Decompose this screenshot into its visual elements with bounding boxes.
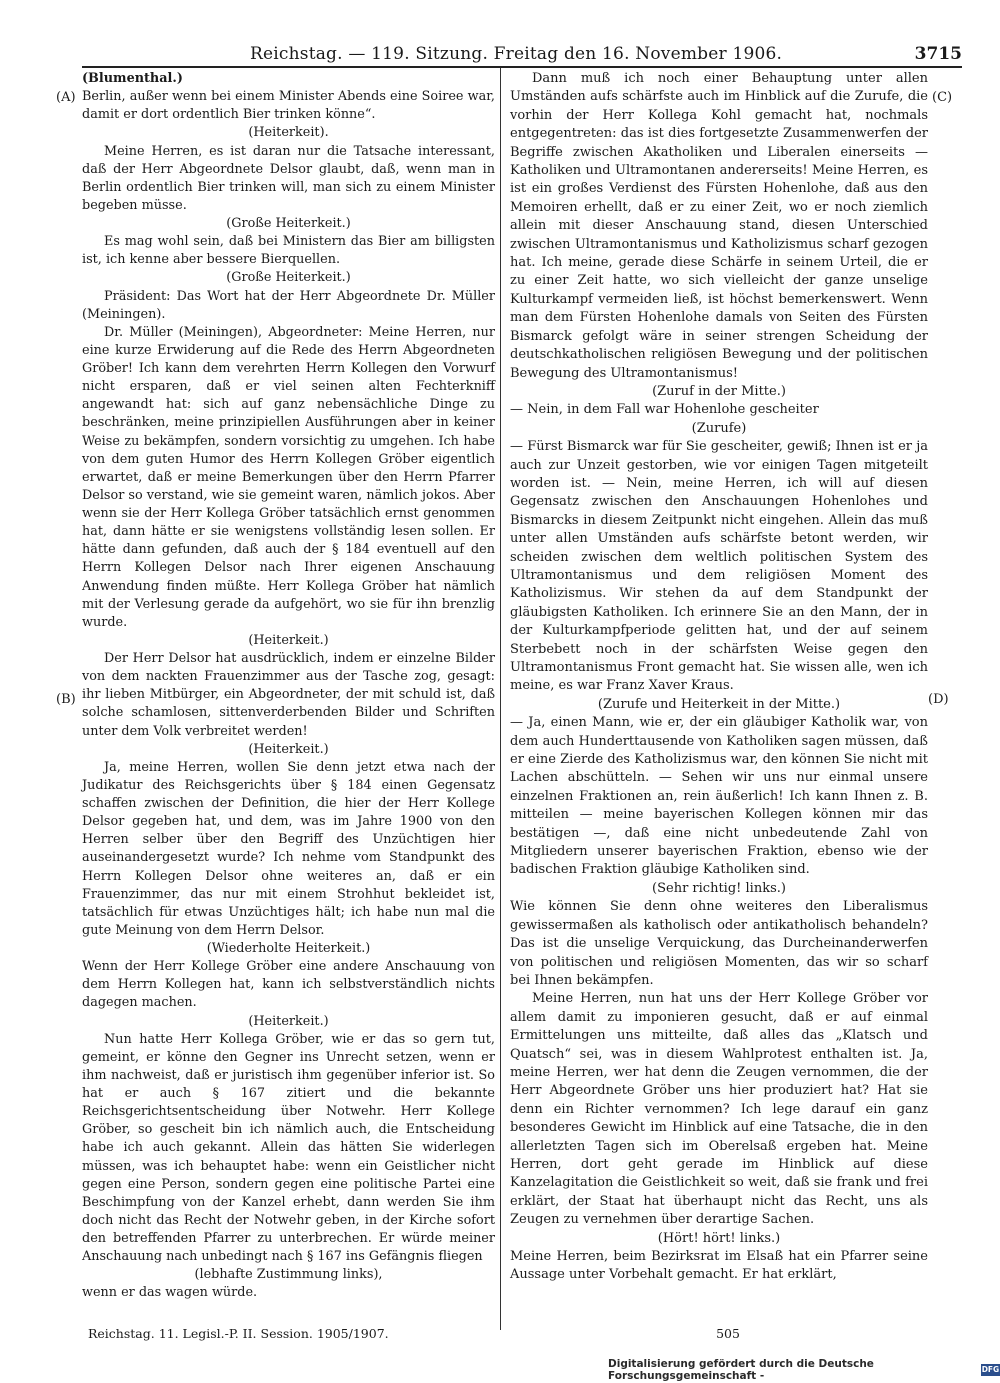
paragraph: (Sehr richtig! links.)	[652, 880, 786, 896]
paragraph: (Heiterkeit.)	[248, 1013, 329, 1029]
paragraph: — Fürst Bismarck war für Sie gescheiter, gewiß; Ihnen ist er ja auch zur Unzeit gestorben, wie vor einigen Tagen mitgeteilt worden ist. — Nein, meine Herren, ich will auf diesen Gegensatz zwischen den Anschauungen Hohenlohes und Bismarcks in diesem Zeitpunkt nicht eingehen. Allein das muß unter allen Umständen aufs schärfste betont werden, wir scheiden zwischen dem weltlich politischen System des Ultramontanismus und dem religiösen Moment des Katholizismus. Wir stehen da auf dem Standpunkt der gläubigsten Katholiken. Ich erinnere Sie an den Mann, der in der Kulturkampfperiode gelitten hat, und der auf seinem Sterbebett noch in der schärfsten Weise gegen den Ultramontanismus Front gemacht hat. Sie wissen alle, wen ich meine, es war Franz Xaver Kraus.	[510, 439, 928, 694]
paragraph: Wenn der Herr Kollege Gröber eine andere Anschauung von dem Herrn Kollegen hat, kann ich selbstverständlich nichts dagegen machen.	[82, 959, 495, 1011]
paragraph: (Zurufe und Heiterkeit in der Mitte.)	[597, 696, 841, 712]
paragraph: (lebhafte Zustimmung links),	[194, 1267, 383, 1283]
footer-sheet-number: 505	[716, 1326, 740, 1341]
paragraph: (Wiederholte Heiterkeit.)	[206, 941, 371, 956]
paragraph: Ja, meine Herren, wollen Sie denn jetzt etwa nach der Judikatur des Reichsgerichts über § 184 einen Gegensatz schaffen zwischen der Definition, die hier der Herr Kollege Delsor gegeben hat, und dem, was im Jahre 1900 von den Herren selber über den Begriff des Unzüchtigen hier auseinandergesetzt wurde? Ich nehme vom Standpunkt des Herrn Kollegen Delsor ohne weiteres an, daß er ein Frauenzimmer, das nur mit einem Strohhut bekleidet ist, tatsächlich für etwas Unzüchtiges hält; ich habe nun mal die gute Meinung von dem Herrn Delsor.	[82, 759, 495, 938]
left-column	[82, 70, 495, 1303]
paragraph: Der Herr Delsor hat ausdrücklich, indem er einzelne Bilder von dem nackten Frauenzimmer aus der Tasche zog, gesagt: ihr lieben Mitbürger, ein Abgeordneter, der mit schuld ist, daß solche schamlosen, sittenverderbenden Bilder und Schriften unter dem Volk verbreitet werden!	[82, 651, 495, 739]
dfg-logo-icon: DFG	[981, 1365, 1000, 1374]
header-rule	[82, 66, 962, 68]
paragraph: Präsident: Das Wort hat der Herr Abgeordnete Dr. Müller (Meiningen).	[82, 288, 495, 322]
page-number: 3715	[914, 44, 962, 64]
paragraph: — Nein, in dem Fall war Hohenlohe gescheiter	[510, 402, 819, 418]
paragraph: (Hört! hört! links.)	[657, 1230, 781, 1246]
margin-letter-c: (C)	[932, 90, 953, 105]
paragraph: (Heiterkeit.)	[248, 741, 329, 757]
paragraph: Meine Herren, beim Bezirksrat im Elsaß hat ein Pfarrer seine Aussage unter Vorbehalt gemacht. Er hat erklärt,	[510, 1249, 928, 1283]
paragraph: (Zurufe)	[691, 420, 747, 436]
paragraph: (Große Heiterkeit.)	[226, 270, 351, 286]
margin-letter-a: (A)	[56, 90, 76, 105]
paragraph: Meine Herren, nun hat uns der Herr Kollege Gröber vor allem damit zu imponieren gesucht, daß er auf einmal Ermittelungen uns mitteilte, daß alles das „Klatsch und Quatsch“ sei, was in diesem Wahlprotest enthalten ist. Ja, meine Herren, wer hat denn die Zeugen vernommen, die der Herr Abgeordnete Gröber uns hier produziert hat? Hat sie denn ein Richter vernommen? Ich lege darauf ein ganz besonderes Gewicht im Hinblick auf eine Tatsache, die in den allerletzten Tagen sich im Oberelsaß ergeben hat. Meine Herren, dort geht gerade im Hinblick auf diese Kanzelagitation die Geistlichkeit so weit, daß sie frank und frei erklärt, der Staat hat überhaupt nicht das Recht, uns als Zeugen zu vernehmen über derartige Sachen.	[510, 991, 928, 1228]
paragraph: Wie können Sie denn ohne weiteres den Liberalismus gewissermaßen als katholisch oder antikatholisch behandeln? Das ist die unselige Verquickung, das Durcheinanderwerfen von politischen und religiösen Momenten, das wir so scharf bei Ihnen bekämpfen.	[510, 899, 928, 988]
paragraph: — Ja, einen Mann, wie er, der ein gläubiger Katholik war, von dem auch Hunderttausende von Katholiken sagen müssen, daß er eine Zierde des Katholizismus war, den können Sie nicht mit Lachen abschütteln. — Sehen wir uns nur einmal unsere einzelnen Fraktionen an, rein äußerlich! Ich kann Ihnen z. B. mitteilen — meine bayerischen Kollegen können mir das bestätigen —, daß eine nicht unbedeutende Zahl von Mitgliedern unserer bayerischen Fraktion, ebenso wie der badischen Fraktion gläubige Katholiken sind.	[510, 715, 928, 878]
paragraph: (Heiterkeit).	[248, 125, 329, 141]
margin-letter-d: (D)	[928, 692, 949, 707]
paragraph: Dr. Müller (Meiningen), Abgeordneter: Meine Herren, nur eine kurze Erwiderung auf die Rede des Herrn Abgeordneten Gröber! Ich kann dem verehrten Herrn Kollegen den Vorwurf nicht ersparen, daß er viel seinen alten Fechterkniff angewandt hat: sich auf ganz nebensächliche Dinge zu beschränken, meine prinzipiellen Ausführungen aber in keiner Weise zu bekämpfen, sondern vorsichtig zu umgehen. Ich habe von dem guten Humor des Herrn Kollegen Gröber eigentlich erwartet, daß er meine Bemerkungen über den Herrn Pfarrer Delsor so verstand, wie sie gemeint waren, nämlich jokos. Aber wenn sie der Herr Kollega Gröber tatsächlich ernst genommen hat, dann hätte er sie wenigstens vollständig lesen sollen. Er hätte dann gefunden, daß auch der § 184 eventuell auf den Herrn Kollegen Delsor nach Ihrer eigenen Anschauung Anwendung finden müßte. Herr Kollega Gröber hat nämlich mit der Verlesung gerade da aufgehört, wo sie für ihn brenzlig wurde.	[82, 324, 495, 630]
paragraph: (Heiterkeit.)	[248, 632, 329, 648]
margin-letter-b: (B)	[56, 692, 76, 707]
running-title: Reichstag. — 119. Sitzung. Freitag den 16. November 1906.	[250, 44, 783, 64]
paragraph: Berlin, außer wenn bei einem Minister Abends eine Soiree war, damit er dort ordentlich Bier trinken könne“.	[82, 89, 495, 123]
right-column	[510, 70, 928, 1285]
footer-legislature: Reichstag. 11. Legisl.-P. II. Session. 1905/1907.	[88, 1326, 389, 1341]
paragraph: Dann muß ich noch einer Behauptung unter allen Umständen aufs schärfste auch im Hinblick auf die Zurufe, die vorhin der Herr Kollega Kohl gemacht hat, nochmals entgegentreten: das ist dies fortgesetzte Zusammenwerfen der Begriffe zwischen Akatholiken und Liberalen einerseits — Katholiken und Ultramontanen andererseits! Meine Herren, es ist ein großes Verdienst des Fürsten Hohenlohe, daß aus den Memoiren erhellt, daß er zu einer Zeit, wo er noch ziemlich allein mit dieser Anschauung stand, diesen Unterschied zwischen Ultramontanismus und Katholizismus scharf gezogen hat. Ich meine, gerade diese Schärfe in seinem Urteil, die er zu einer Zeit hatte, wo sich vielleicht der ganze unselige Kulturkampf vermeiden ließ, ist höchst bemerkenswert. Wenn man dem Fürsten Hohenlohe damals von Seiten des Fürsten Bismarck gefolgt wäre in seiner strengen Scheidung der deutschkatholischen religiösen Bewegung und der politischen Bewegung des Ultramontanismus!	[510, 71, 928, 381]
paragraph: (Große Heiterkeit.)	[226, 216, 351, 231]
paragraph: (Zuruf in der Mitte.)	[652, 383, 786, 399]
paragraph: Nun hatte Herr Kollega Gröber, wie er das so gern tut, gemeint, er könne den Gegner ins Unrecht setzen, wenn er ihm nachweist, daß er juristisch ihm gegenüber inferior ist. So hat er auch § 167 zitiert und die bekannte Reichsgerichtsentscheidung über Notwehr. Herr Kollege Gröber, so gescheit bin ich nämlich auch, die Entscheidung habe ich auch gekannt. Allein das hätten Sie widerlegen müssen, was ich behauptet habe: wenn ein Geistlicher nicht gegen eine Person, sondern gegen eine politische Partei eine Beschimpfung von der Kanzel erhebt, dann werden Sie ihm doch nicht das Recht der Notwehr geben, in der Kirche sofort den betreffenden Pfarrer zu unterbrechen. Er würde meiner Anschauung nach unbedingt nach § 167 ins Gefängnis fliegen	[82, 1031, 495, 1265]
paragraph: Es mag wohl sein, daß bei Ministern das Bier am billigsten ist, ich kenne aber bessere Bierquellen.	[82, 234, 495, 268]
paragraph: wenn er das wagen würde.	[82, 1285, 258, 1301]
page-header	[82, 40, 962, 66]
paragraph: Meine Herren, es ist daran nur die Tatsache interessant, daß der Herr Abgeordnete Delsor glaubt, daß, wenn man in Berlin ordentlich Bier trinken will, man sich zu einem Minister begeben müsse.	[82, 143, 495, 213]
dfg-credit	[608, 1358, 1000, 1382]
column-divider	[500, 68, 501, 1330]
paragraph: (Blumenthal.)	[82, 71, 183, 86]
dfg-credit-text: Digitalisierung gefördert durch die Deutsche Forschungsgemeinschaft -	[608, 1358, 874, 1382]
